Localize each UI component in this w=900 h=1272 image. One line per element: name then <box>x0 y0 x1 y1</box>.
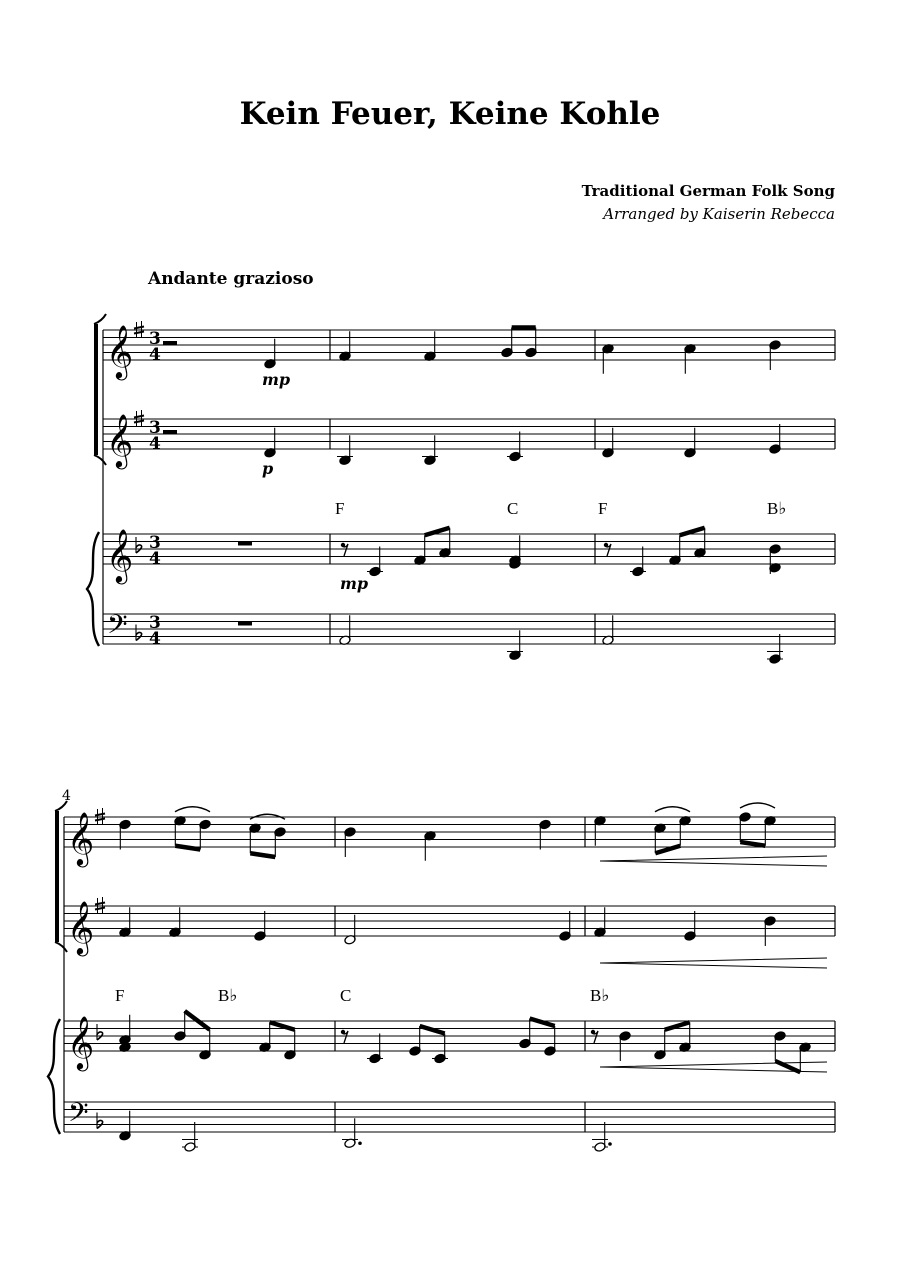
time-signature-top: 3 <box>149 533 161 553</box>
half-rest <box>163 430 177 434</box>
note-beam <box>175 846 200 850</box>
time-signature-top: 3 <box>149 613 161 633</box>
bass-clef-icon: 𝄢 <box>68 1096 89 1135</box>
time-signature-bottom: 4 <box>149 434 161 454</box>
treble-clef-icon: 𝄞 <box>67 1015 95 1069</box>
chord-symbol: F <box>598 499 608 518</box>
ensemble-bracket <box>94 324 98 455</box>
measure-number: 4 <box>62 788 71 804</box>
whole-rest <box>238 542 252 546</box>
bracket-hook-bottom <box>94 455 106 465</box>
score-title: Kein Feuer, Keine Kohle <box>239 96 661 132</box>
note-beam <box>530 1019 555 1027</box>
note-beam <box>185 1011 210 1030</box>
staff-piano-right-hand <box>64 1015 835 1071</box>
key-signature-flat-icon <box>97 1024 103 1040</box>
staff-treble-2 <box>103 410 835 469</box>
score-layer <box>48 314 835 1152</box>
time-signature-top: 3 <box>149 418 161 438</box>
augmentation-dot <box>608 1142 612 1146</box>
bass-clef-icon: 𝄢 <box>107 608 128 647</box>
staff-piano-right-hand <box>103 528 835 584</box>
time-signature-bottom: 4 <box>149 549 161 569</box>
key-signature-flat-icon <box>97 1113 103 1129</box>
chord-symbol: B♭ <box>218 986 238 1005</box>
system-2 <box>48 788 835 1135</box>
staff-piano-left-hand <box>103 609 835 650</box>
note-beam <box>250 853 275 857</box>
whole-rest <box>238 622 252 626</box>
staff-piano-left-hand <box>64 1097 835 1135</box>
note-beam <box>420 1026 445 1034</box>
treble-clef-icon: 𝄞 <box>106 528 134 582</box>
dynamic-marking: mp <box>262 370 291 389</box>
key-signature-flat-icon <box>136 537 142 553</box>
dynamic-marking: p <box>262 459 274 478</box>
crescendo-hairpin <box>600 856 827 866</box>
staff-treble-1 <box>103 321 835 380</box>
system-1 <box>87 314 835 649</box>
augmentation-dot <box>358 1141 362 1145</box>
slur <box>740 803 775 808</box>
chord-symbol: C <box>340 986 352 1005</box>
arranger-credit: Arranged by Kaiserin Rebecca <box>603 205 835 223</box>
chord-symbol: B♭ <box>590 986 610 1005</box>
chord-symbol: F <box>115 986 125 1005</box>
piano-brace <box>48 1019 60 1134</box>
dynamic-marking: mp <box>340 574 369 593</box>
treble-clef-icon: 𝄞 <box>67 900 95 954</box>
slur <box>655 807 690 812</box>
slur <box>175 807 210 812</box>
chord-symbol: C <box>507 499 519 518</box>
tempo-marking: Andante grazioso <box>148 269 314 289</box>
treble-clef-icon: 𝄞 <box>67 811 95 865</box>
ensemble-bracket <box>55 811 59 942</box>
time-signature-bottom: 4 <box>149 345 161 365</box>
system-2-notes <box>119 803 827 1152</box>
chord-symbol: F <box>335 499 345 518</box>
treble-clef-icon: 𝄞 <box>106 413 134 467</box>
time-signature-bottom: 4 <box>149 629 161 649</box>
key-signature-flat-icon <box>136 625 142 641</box>
crescendo-hairpin <box>600 958 827 968</box>
note-beam <box>740 842 765 846</box>
half-rest <box>163 341 177 345</box>
treble-clef-icon: 𝄞 <box>106 324 134 378</box>
time-signature-top: 3 <box>149 329 161 349</box>
composer-credit: Traditional German Folk Song <box>581 182 835 200</box>
bracket-hook-top <box>94 314 106 324</box>
piano-brace <box>87 532 99 646</box>
chord-symbol: B♭ <box>767 499 787 518</box>
bracket-hook-bottom <box>55 942 67 952</box>
